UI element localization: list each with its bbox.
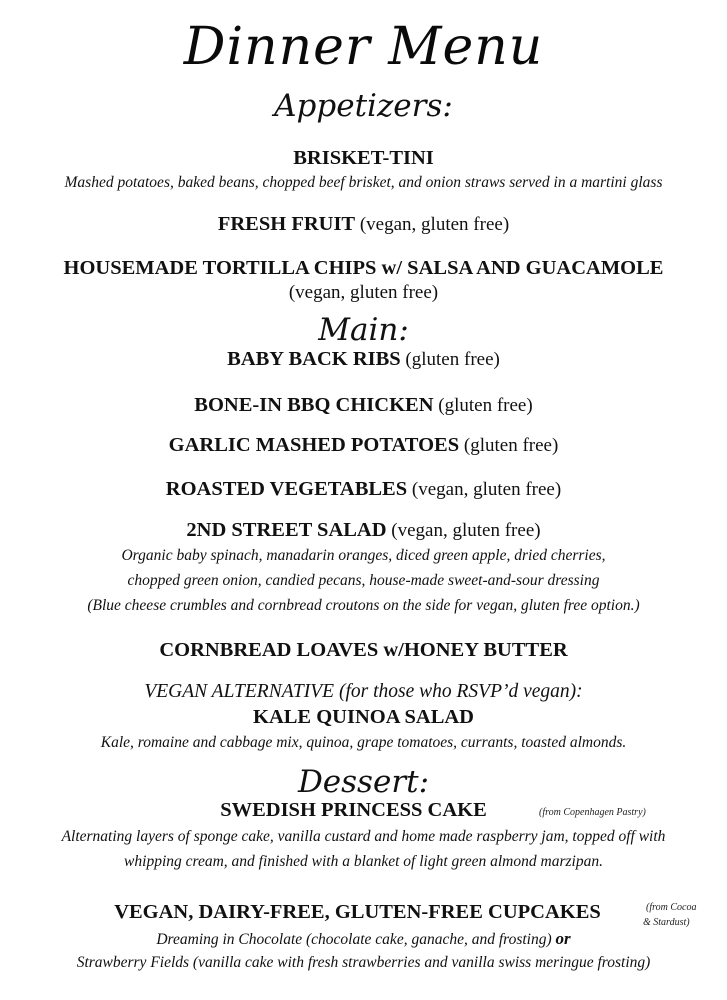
vegan-alternative-intro [0,680,727,704]
roasted-vegetables-note: (vegan, gluten free) [407,479,562,500]
street-salad-desc-line-2: chopped green onion, candied pecans, house-made sweet-and-sour dressing [127,572,600,589]
fresh-fruit-note: (vegan, gluten free) [355,214,510,235]
mashed-potatoes-item [0,433,727,458]
mashed-potatoes-note: (gluten free) [459,435,559,456]
street-salad-desc-line-3: (Blue cheese crumbles and cornbread croutons on the side for vegan, gluten free option.) [87,597,640,614]
cupcakes-source-line-2: & Stardust) [643,917,690,928]
brisket-tini-name: BRISKET-TINI [293,147,434,169]
appetizers-heading: Appetizers: [274,88,453,124]
or-conjunction: or [555,929,571,948]
princess-cake-name: SWEDISH PRINCESS CAKE [220,799,487,821]
kale-quinoa-salad-description: Kale, romaine and cabbage mix, quinoa, grape tomatoes, currants, toasted almonds. [100,734,627,751]
princess-cake-desc-line-1: Alternating layers of sponge cake, vanilla custard and home made raspberry jam, topped off with [61,828,666,845]
cupcakes-name: VEGAN, DAIRY-FREE, GLUTEN-FREE CUPCAKES [114,901,601,923]
dreaming-in-chocolate-text: Dreaming in Chocolate (chocolate cake, ganache, and frosting) [156,931,556,948]
baby-back-ribs-note: (gluten free) [400,349,500,370]
bbq-chicken-note: (gluten free) [433,395,533,416]
cupcakes-desc-line-2: Strawberry Fields (vanilla cake with fresh strawberries and vanilla swiss meringue frosting) [76,954,651,971]
brisket-tini-description: Mashed potatoes, baked beans, chopped beef brisket, and onion straws served in a martini glass [64,174,663,191]
kale-quinoa-salad-name: KALE QUINOA SALAD [253,706,474,728]
baby-back-ribs-name: BABY BACK RIBS [227,348,401,370]
bbq-chicken-item [0,393,727,418]
vegan-alternative-rest: (for those who RSVP’d vegan): [334,681,583,702]
main-heading: Main: [318,312,409,348]
bbq-chicken-name: BONE-IN BBQ CHICKEN [194,394,434,416]
tortilla-chips-name: HOUSEMADE TORTILLA CHIPS w/ SALSA AND GUACAMOLE [63,257,664,279]
roasted-vegetables-item [0,477,727,502]
tortilla-chips-note: (vegan, gluten free) [288,282,439,303]
dessert-heading: Dessert: [297,764,430,800]
cornbread-loaves-name: CORNBREAD LOAVES w/HONEY BUTTER [159,639,568,661]
baby-back-ribs-item [0,347,727,372]
street-salad-item [0,518,727,543]
princess-cake-desc-line-2: whipping cream, and finished with a blanket of light green almond marzipan. [124,853,603,870]
vegan-alternative-caps: VEGAN ALTERNATIVE [144,681,335,702]
fresh-fruit-item [0,212,727,237]
cupcakes-source-line-1: (from Cocoa [646,902,697,913]
street-salad-desc-line-1: Organic baby spinach, manadarin oranges, diced green apple, dried cherries, [121,547,606,564]
fresh-fruit-name: FRESH FRUIT [217,213,356,235]
menu-title: Dinner Menu [183,17,544,77]
roasted-vegetables-name: ROASTED VEGETABLES [165,478,408,500]
street-salad-name: 2ND STREET SALAD [186,519,387,541]
princess-cake-source: (from Copenhagen Pastry) [539,807,646,818]
street-salad-note: (vegan, gluten free) [386,520,541,541]
mashed-potatoes-name: GARLIC MASHED POTATOES [168,434,460,456]
cupcakes-desc-line-1 [0,928,727,950]
